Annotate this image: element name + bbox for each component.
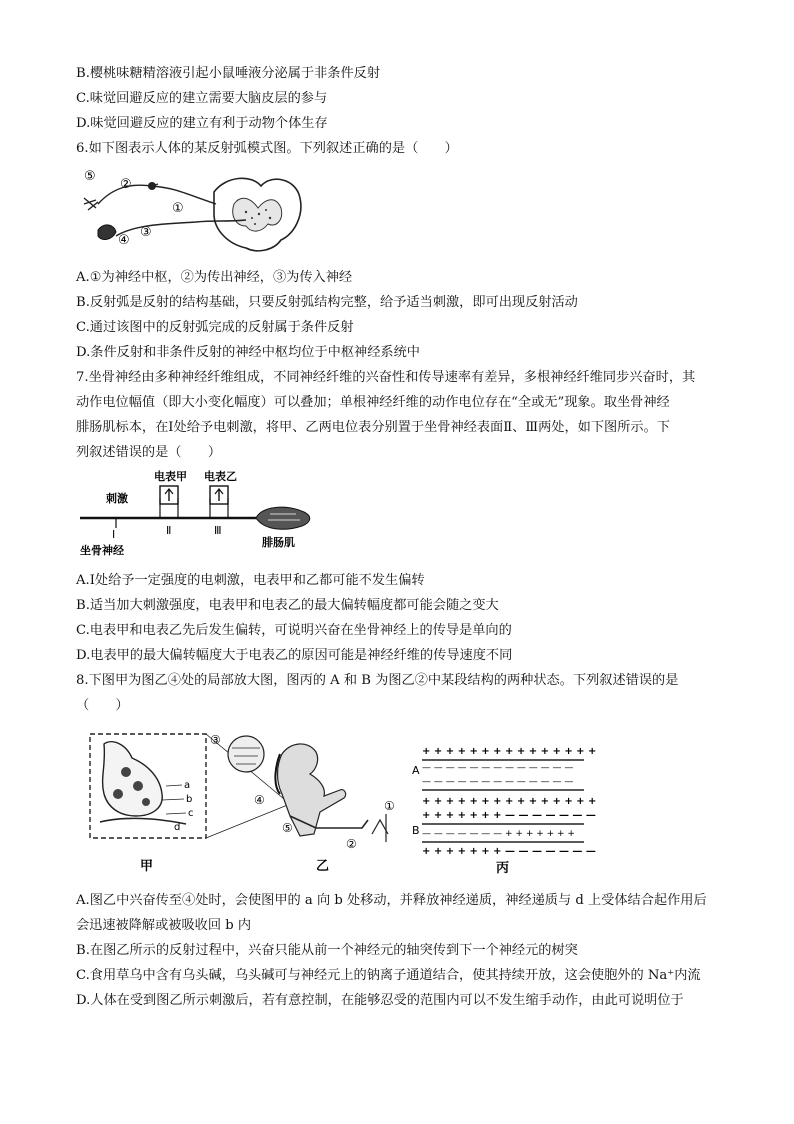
label-c: c <box>188 808 194 819</box>
q7-nerve-muscle-figure <box>76 468 316 560</box>
a-mid-minus-1: — — — — — — — — — — — — — <box>422 763 574 773</box>
b-bottom: + + + + + + + — — — — — — — <box>422 846 596 857</box>
q7-option-d: D.电表甲的最大偏转幅度大于电表乙的原因可能是神经纤维的传导速度不同 <box>76 648 513 663</box>
q5-option-c: C.味觉回避反应的建立需要大脑皮层的参与 <box>76 91 328 106</box>
num-5: ⑤ <box>282 821 293 835</box>
stimulus-label: 刺激 <box>106 492 128 505</box>
label-a: a <box>184 780 191 791</box>
a-mid-minus-2: — — — — — — — — — — — — — <box>422 777 574 787</box>
q7-option-a: A.Ⅰ处给予一定强度的电刺激，电表甲和乙都可能不发生偏转 <box>76 573 425 588</box>
q8-option-b: B.在图乙所示的反射过程中，兴奋只能从前一个神经元的轴突传到下一个神经元的树突 <box>76 943 578 958</box>
q7-stem-1: 7.坐骨神经由多种神经纤维组成，不同神经纤维的兴奋性和传导速率有差异，多根神经纤维同步兴奋时，其 <box>76 370 696 385</box>
q7-stem-2: 动作电位幅值（即大小变化幅度）可以叠加；单根神经纤维的动作电位存在“全或无”现象。取坐骨神经 <box>76 395 670 410</box>
q6-stem: 6.如下图表示人体的某反射弧模式图。下列叙述正确的是（ ） <box>76 141 458 156</box>
label-b: b <box>186 794 193 805</box>
afferent-nerve <box>98 185 216 204</box>
grey-matter <box>233 198 282 231</box>
meter-b-label: 电表乙 <box>204 470 237 483</box>
gastrocnemius-icon <box>256 507 310 529</box>
efferent-nerve <box>116 220 246 236</box>
q8-option-a-1: A.图乙中兴奋传至④处时，会使图甲的 a 向 b 处移动，并释放神经递质，神经递质与 d 上受体结合起作用后 <box>76 893 707 908</box>
q5-option-b: B.樱桃味糖精溶液引起小鼠唾液分泌属于非条件反射 <box>76 66 381 81</box>
effector-icon <box>98 225 116 240</box>
ganglion-icon <box>148 182 156 190</box>
a-top-plus: + + + + + + + + + + + + + + + <box>422 746 596 757</box>
q7-option-c: C.电表甲和电表乙先后发生偏转，可说明兴奋在坐骨神经上的传导是单向的 <box>76 623 512 638</box>
label-d: d <box>174 822 181 833</box>
panel-a-label: 甲 <box>140 859 154 874</box>
a-bottom-plus: + + + + + + + + + + + + + + + <box>422 796 596 807</box>
q8-stem-1: 8.下图甲为图乙④处的局部放大图，图丙的 A 和 B 为图乙②中某段结构的两种状态。下列叙述错误的是 <box>76 673 679 688</box>
site-1-label: Ⅰ <box>112 528 116 541</box>
b-top: + + + + + + + — — — — — — — <box>422 810 596 821</box>
state-b-label: B <box>412 824 420 837</box>
q7-stem-4: 列叙述错误的是（ ） <box>76 445 222 460</box>
q8-option-d: D.人体在受到图乙所示刺激后，若有意控制，在能够忍受的范围内可以不发生缩手动作，由此可说明位于 <box>76 993 684 1008</box>
label-1: ① <box>172 201 184 216</box>
q6-reflex-arc-figure <box>76 164 306 260</box>
q6-option-d: D.条件反射和非条件反射的神经中枢均位于中枢神经系统中 <box>76 345 420 360</box>
label-4: ④ <box>118 233 130 248</box>
num-3: ③ <box>210 733 221 747</box>
q7-stem-3: 腓肠肌标本，在Ⅰ处给予电刺激，将甲、乙两电位表分别置于坐骨神经表面Ⅱ、Ⅲ两处，如下图所示。下 <box>76 420 670 435</box>
nerve-label: 坐骨神经 <box>80 544 124 557</box>
num-2: ② <box>346 837 357 851</box>
num-4: ④ <box>254 793 265 807</box>
q6-option-b: B.反射弧是反射的结构基础，只要反射弧结构完整，给予适当刺激，即可出现反射活动 <box>76 295 578 310</box>
q5-option-d: D.味觉回避反应的建立有利于动物个体生存 <box>76 116 328 131</box>
site-3-label: Ⅲ <box>214 524 222 537</box>
presynaptic-terminal <box>103 742 163 816</box>
num-1: ① <box>384 799 395 813</box>
q8-synapse-figure <box>76 724 596 880</box>
meter-a-label: 电表甲 <box>154 470 187 483</box>
q6-option-c: C.通过该图中的反射弧完成的反射属于条件反射 <box>76 320 354 335</box>
label-2: ② <box>120 177 132 192</box>
muscle-label: 腓肠肌 <box>262 536 295 549</box>
q8-option-c: C.食用草乌中含有乌头碱，乌头碱可与神经元上的钠离子通道结合，使其持续开放，这会使胞外的 Na⁺内流 <box>76 968 701 983</box>
b-mid: — — — — — — — + + + + + + + <box>422 829 575 839</box>
panel-c-label: 丙 <box>496 861 510 876</box>
site-2-label: Ⅱ <box>166 524 172 537</box>
label-3: ③ <box>140 225 152 240</box>
q6-option-a: A.①为神经中枢，②为传出神经，③为传入神经 <box>76 270 353 285</box>
label-5: ⑤ <box>84 169 96 184</box>
state-a-label: A <box>412 764 420 777</box>
q7-option-b: B.适当加大刺激强度，电表甲和电表乙的最大偏转幅度都可能会随之变大 <box>76 598 499 613</box>
q8-option-a-2: 会迅速被降解或被吸收回 b 内 <box>76 918 252 933</box>
panel-b-label: 乙 <box>316 859 330 874</box>
q8-stem-2: （ ） <box>76 698 129 713</box>
receptor-icon <box>84 198 98 210</box>
zoom-circle <box>228 736 264 772</box>
